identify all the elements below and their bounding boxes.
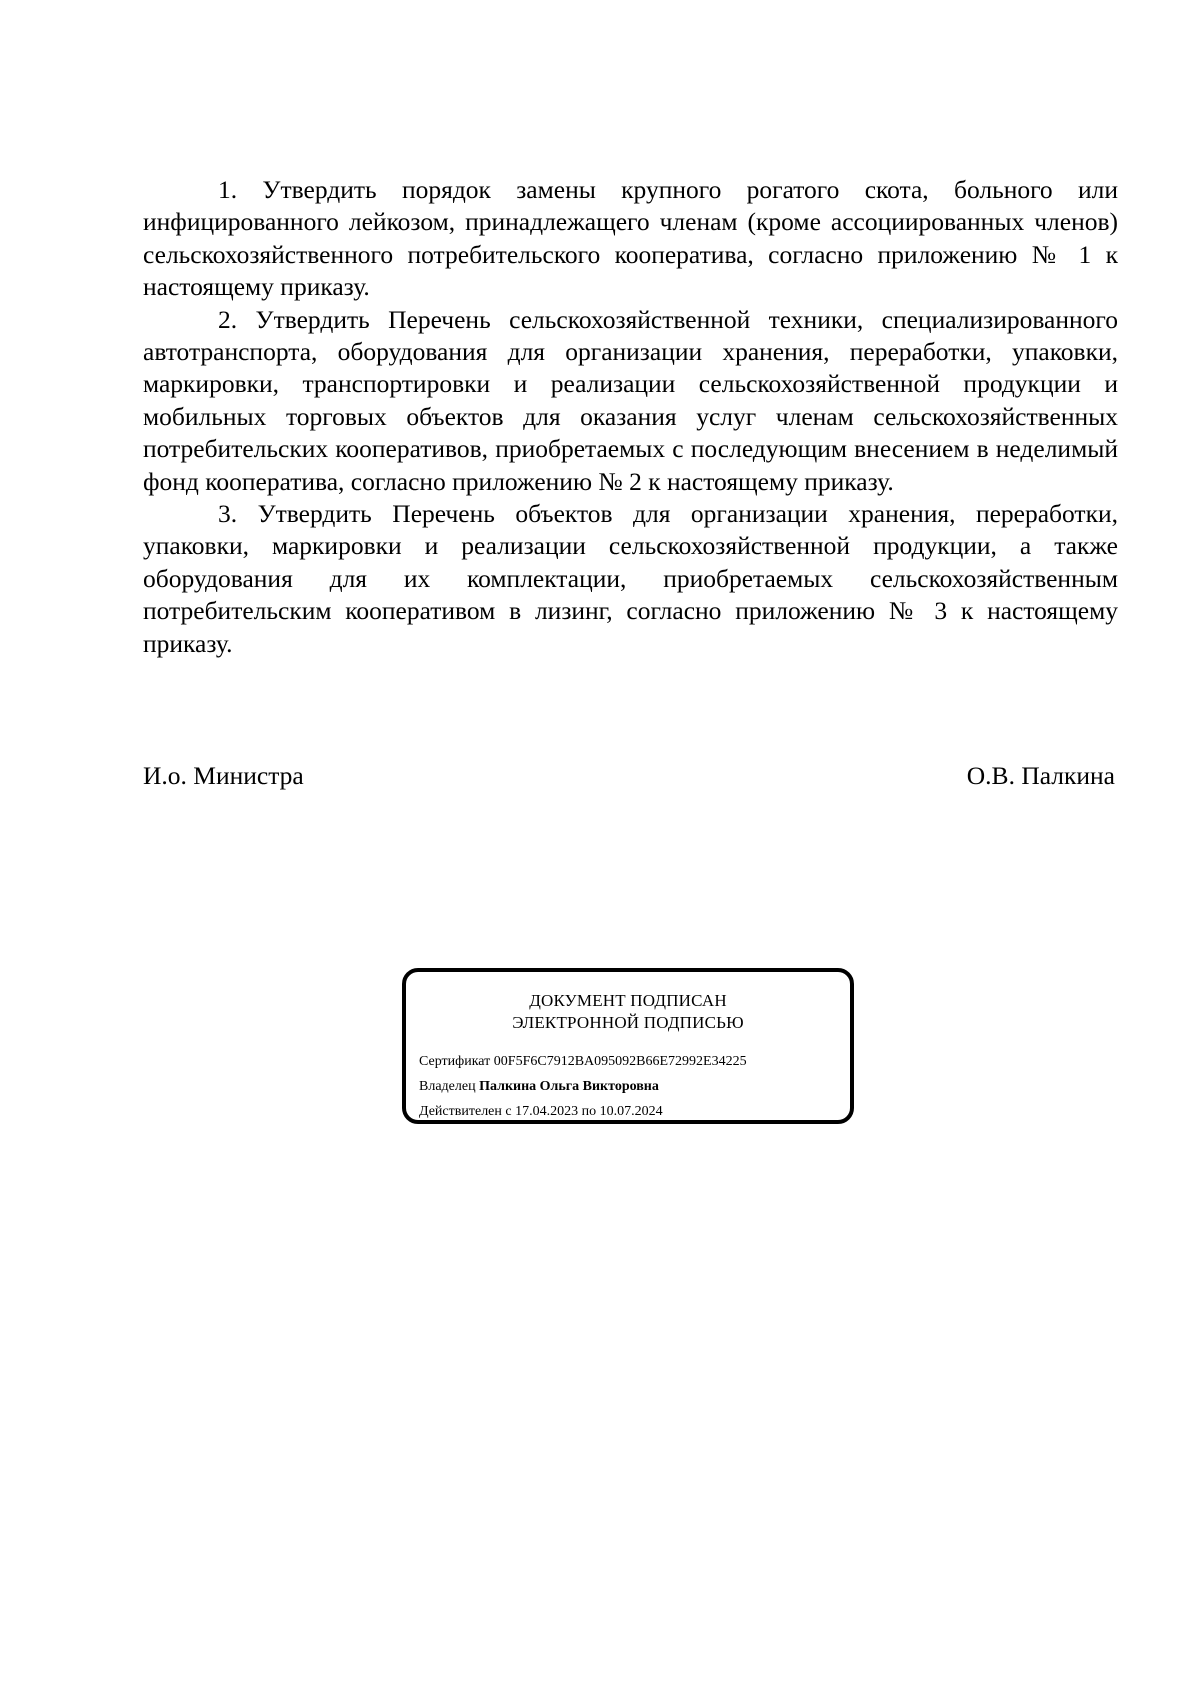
stamp-title-line-2: ЭЛЕКТРОННОЙ ПОДПИСЬЮ — [512, 1013, 744, 1032]
stamp-title-line-1: ДОКУМЕНТ ПОДПИСАН — [529, 991, 727, 1010]
order-body — [143, 174, 1118, 660]
certificate-label: Сертификат — [419, 1054, 491, 1069]
signature-block — [143, 760, 1115, 792]
order-item-2: 2. Утвердить Перечень сельскохозяйственной техники, специализированного автотранспорта, оборудования для организации хранения, переработки, упаковки, маркировки, транспортировки и реализации сельскохозяйственной продукции и мобильных торговых объектов для оказания услуг членам сельскохозяйственных потребительских кооперативов, приобретаемых с последующим внесением в неделимый фонд кооператива, согласно приложению № 2 к настоящему приказу. — [143, 304, 1118, 496]
valid-to-date: 10.07.2024 — [599, 1104, 663, 1119]
signatory-name: О.В. Палкина — [966, 761, 1115, 790]
stamp-title — [406, 990, 850, 1034]
valid-from-label: Действителен с — [419, 1104, 512, 1119]
owner-line — [419, 1074, 747, 1099]
validity-line — [419, 1099, 747, 1124]
stamp-details — [419, 1049, 747, 1124]
signatory-position: И.о. Министра — [143, 761, 304, 790]
valid-to-label: по — [581, 1104, 597, 1119]
owner-label: Владелец — [419, 1079, 476, 1094]
certificate-number: 00F5F6C7912BA095092B66E72992E34225 — [493, 1054, 747, 1069]
valid-from-date: 17.04.2023 — [515, 1104, 579, 1119]
order-item-3: 3. Утвердить Перечень объектов для организации хранения, переработки, упаковки, маркировки и реализации сельскохозяйственной продукции, а также оборудования для их комплектации, приобретаемых сельскохозяйственным потребительским кооперативом в лизинг, согласно приложению № 3 к настоящему приказу. — [143, 499, 1118, 658]
electronic-signature-stamp — [402, 968, 854, 1124]
owner-name: Палкина Ольга Викторовна — [479, 1079, 659, 1094]
certificate-line — [419, 1049, 747, 1074]
order-item-1: 1. Утвердить порядок замены крупного рогатого скота, больного или инфицированного лейкозом, принадлежащего членам (кроме ассоциированных членов) сельскохозяйственного потребительского кооператива, согласно приложению № 1 к настоящему приказу. — [143, 175, 1118, 302]
